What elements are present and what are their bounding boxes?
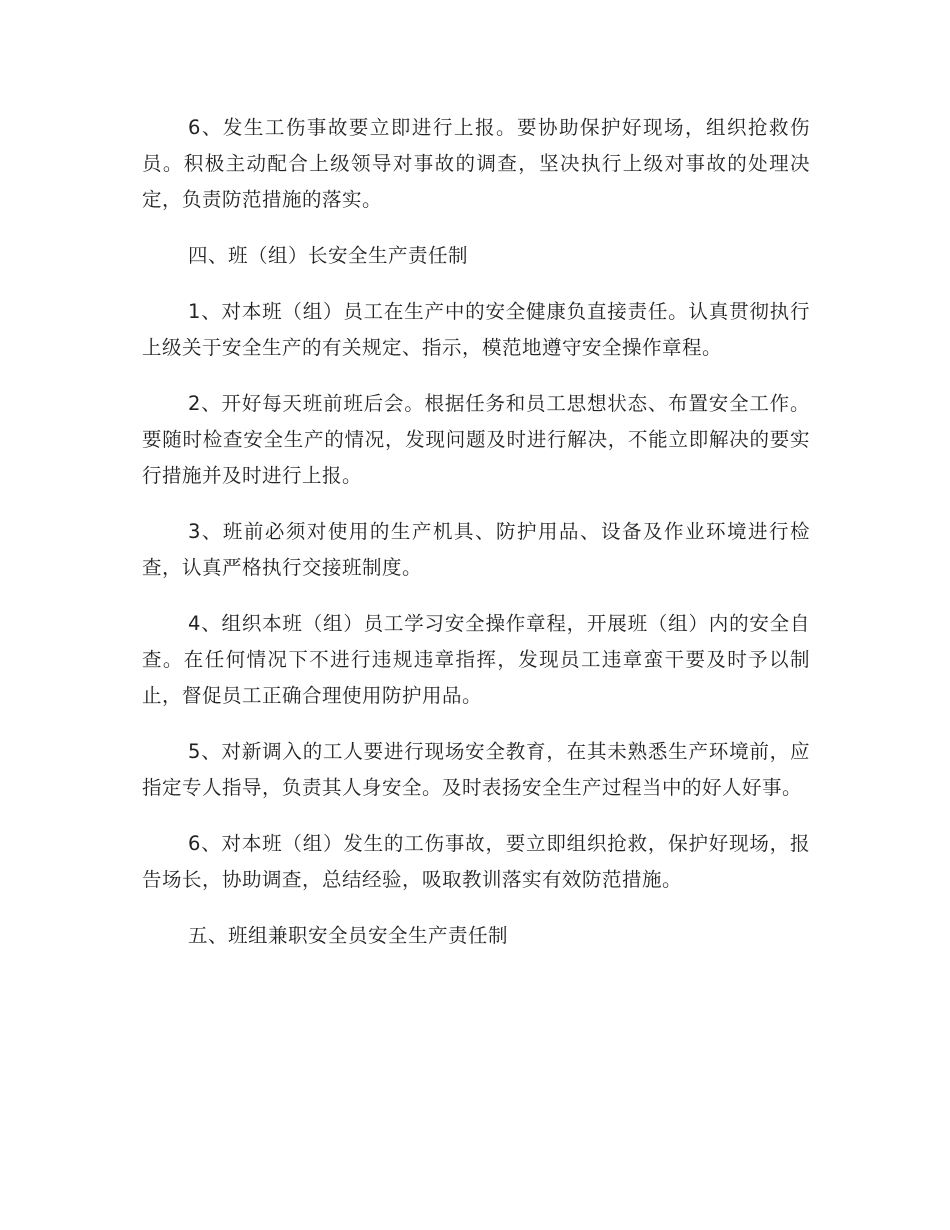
paragraph-item-6-team-accident: 6、对本班（组）发生的工伤事故，要立即组织抢救，保护好现场，报告场长，协助调查，总结经验，吸取教训落实有效防范措施。 <box>142 832 810 891</box>
paragraph-item-2-shift-meetings: 2、开好每天班前班后会。根据任务和员工思想状态、布置安全工作。要随时检查安全生产的情况，发现问题及时进行解决，不能立即解决的要实行措施并及时进行上报。 <box>142 392 810 487</box>
document-body <box>142 110 810 974</box>
paragraph-item-1-direct-responsibility: 1、对本班（组）员工在生产中的安全健康负直接责任。认真贯彻执行上级关于安全生产的有关规定、指示，模范地遵守安全操作章程。 <box>142 300 810 359</box>
section-heading-safety-officer: 五、班组兼职安全员安全生产责任制 <box>188 924 509 947</box>
paragraph-item-3-pre-shift-inspection: 3、班前必须对使用的生产机具、防护用品、设备及作业环境进行检查，认真严格执行交接班制度。 <box>142 520 810 579</box>
section-heading-team-leader: 四、班（组）长安全生产责任制 <box>188 244 469 267</box>
paragraph-item-6-accident-report: 6、发生工伤事故要立即进行上报。要协助保护好现场，组织抢救伤员。积极主动配合上级领导对事故的调查，坚决执行上级对事故的处理决定，负责防范措施的落实。 <box>142 116 810 211</box>
paragraph-item-4-safety-training: 4、组织本班（组）员工学习安全操作章程，开展班（组）内的安全自查。在任何情况下不进行违规违章指挥，发现员工违章蛮干要及时予以制止，督促员工正确合理使用防护用品。 <box>142 612 810 707</box>
paragraph-item-5-new-worker-education: 5、对新调入的工人要进行现场安全教育，在其未熟悉生产环境前，应指定专人指导，负责其人身安全。及时表扬安全生产过程当中的好人好事。 <box>142 740 810 799</box>
